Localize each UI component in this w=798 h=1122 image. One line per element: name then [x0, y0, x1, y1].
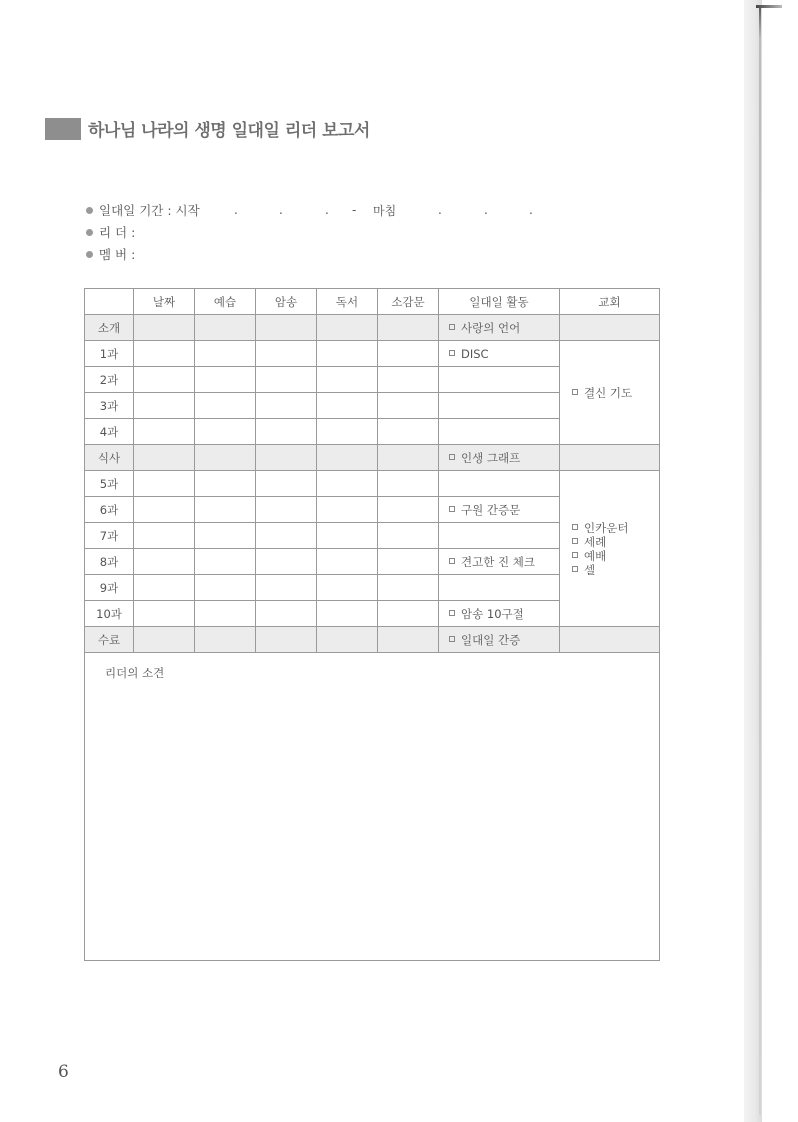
church-option[interactable] [572, 521, 659, 535]
church-item: 세례 [584, 534, 607, 549]
checkbox-icon[interactable] [449, 636, 455, 642]
activity-cell[interactable] [439, 523, 560, 549]
reflection-cell[interactable] [378, 601, 439, 627]
preview-cell[interactable] [195, 341, 256, 367]
reading-cell[interactable] [317, 471, 378, 497]
activity-cell[interactable] [439, 627, 560, 653]
reflection-cell[interactable] [378, 341, 439, 367]
period-row [86, 200, 546, 220]
info-section [86, 200, 546, 266]
page-binding-corner [756, 5, 782, 8]
row-label: 10과 [85, 601, 134, 627]
memorize-cell[interactable] [256, 575, 317, 601]
page-title: 하나님 나라의 생명 일대일 리더 보고서 [88, 121, 370, 141]
period-end-day-dot: . [529, 203, 533, 217]
activity-cell[interactable] [439, 445, 560, 471]
memorize-cell[interactable] [256, 315, 317, 341]
bullet-icon [86, 229, 93, 236]
church-group-1-cell[interactable] [560, 341, 660, 445]
date-cell[interactable] [134, 471, 195, 497]
activity-label: 인생 그래프 [461, 450, 521, 465]
checkbox-icon[interactable] [449, 558, 455, 564]
column-header-church: 교회 [560, 289, 660, 315]
reflection-cell[interactable] [378, 367, 439, 393]
activity-label: DISC [461, 346, 489, 361]
period-end-year-dot: . [438, 203, 442, 217]
checkbox-icon[interactable] [449, 324, 455, 330]
reflection-cell[interactable] [378, 523, 439, 549]
preview-cell[interactable] [195, 471, 256, 497]
page-number: 6 [58, 1062, 69, 1082]
date-cell[interactable] [134, 497, 195, 523]
activity-cell[interactable] [439, 549, 560, 575]
preview-cell[interactable] [195, 601, 256, 627]
date-cell[interactable] [134, 575, 195, 601]
reading-cell[interactable] [317, 601, 378, 627]
date-cell[interactable] [134, 523, 195, 549]
date-cell[interactable] [134, 367, 195, 393]
church-cell[interactable] [560, 627, 660, 653]
memorize-cell[interactable] [256, 523, 317, 549]
report-table [84, 288, 660, 961]
period-separator: - [352, 203, 357, 217]
bullet-icon [86, 207, 93, 214]
period-start-day-dot: . [325, 203, 329, 217]
column-header-activity: 일대일 활동 [439, 289, 560, 315]
date-cell[interactable] [134, 601, 195, 627]
table-row [85, 627, 660, 653]
table-row [85, 315, 660, 341]
checkbox-icon[interactable] [572, 566, 578, 572]
member-row [86, 244, 546, 264]
church-item: 인카운터 [584, 520, 629, 535]
activity-label: 구원 간증문 [461, 502, 521, 517]
reflection-cell[interactable] [378, 315, 439, 341]
activity-cell[interactable] [439, 601, 560, 627]
memorize-cell[interactable] [256, 445, 317, 471]
reading-cell[interactable] [317, 549, 378, 575]
row-label: 4과 [85, 419, 134, 445]
row-label: 5과 [85, 471, 134, 497]
row-label: 수료 [85, 627, 134, 653]
date-cell[interactable] [134, 627, 195, 653]
title-marker-block [45, 118, 81, 140]
reading-cell[interactable] [317, 315, 378, 341]
preview-cell[interactable] [195, 393, 256, 419]
column-header-preview: 예습 [195, 289, 256, 315]
activity-label: 암송 10구절 [461, 606, 524, 621]
activity-cell[interactable] [439, 471, 560, 497]
period-end-label: 마침 [373, 203, 397, 218]
church-cell[interactable] [560, 315, 660, 341]
column-header-reflection: 소감문 [378, 289, 439, 315]
preview-cell[interactable] [195, 315, 256, 341]
memorize-cell[interactable] [256, 549, 317, 575]
preview-cell[interactable] [195, 367, 256, 393]
reading-cell[interactable] [317, 575, 378, 601]
memorize-cell[interactable] [256, 497, 317, 523]
checkbox-icon[interactable] [449, 610, 455, 616]
checkbox-icon[interactable] [572, 552, 578, 558]
checkbox-icon[interactable] [572, 389, 578, 395]
table-row [85, 471, 660, 497]
reading-cell[interactable] [317, 627, 378, 653]
period-label: 일대일 기간 : 시작 [99, 203, 200, 218]
column-header-date: 날짜 [134, 289, 195, 315]
activity-label: 일대일 간증 [461, 632, 521, 647]
activity-label: 견고한 진 체크 [461, 554, 535, 569]
table-row [85, 341, 660, 367]
opinion-label: 리더의 소견 [105, 666, 165, 680]
reading-cell[interactable] [317, 393, 378, 419]
date-cell[interactable] [134, 393, 195, 419]
column-header-memorize: 암송 [256, 289, 317, 315]
memorize-cell[interactable] [256, 471, 317, 497]
reflection-cell[interactable] [378, 575, 439, 601]
church-option[interactable] [572, 535, 659, 549]
column-header-reading: 독서 [317, 289, 378, 315]
memorize-cell[interactable] [256, 419, 317, 445]
memorize-cell[interactable] [256, 627, 317, 653]
memorize-cell[interactable] [256, 601, 317, 627]
church-option[interactable] [572, 563, 659, 577]
church-group-2-cell[interactable] [560, 471, 660, 627]
church-item: 예배 [584, 548, 607, 563]
reading-cell[interactable] [317, 497, 378, 523]
reflection-cell[interactable] [378, 419, 439, 445]
date-cell[interactable] [134, 341, 195, 367]
activity-cell[interactable] [439, 393, 560, 419]
row-label: 식사 [85, 445, 134, 471]
period-end-month-dot: . [484, 203, 488, 217]
memorize-cell[interactable] [256, 367, 317, 393]
period-start-month-dot: . [279, 203, 283, 217]
church-option[interactable] [572, 549, 659, 563]
row-label: 9과 [85, 575, 134, 601]
reflection-cell[interactable] [378, 393, 439, 419]
reflection-cell[interactable] [378, 471, 439, 497]
row-label: 소개 [85, 315, 134, 341]
opinion-row [85, 653, 660, 961]
leader-row [86, 222, 546, 242]
date-cell[interactable] [134, 315, 195, 341]
activity-cell[interactable] [439, 367, 560, 393]
bullet-icon [86, 251, 93, 258]
row-label: 6과 [85, 497, 134, 523]
row-label: 3과 [85, 393, 134, 419]
row-label: 1과 [85, 341, 134, 367]
memorize-cell[interactable] [256, 393, 317, 419]
preview-cell[interactable] [195, 549, 256, 575]
member-label: 멤 버 : [99, 247, 136, 262]
checkbox-icon[interactable] [572, 538, 578, 544]
date-cell[interactable] [134, 419, 195, 445]
leader-opinion-field[interactable] [85, 653, 660, 961]
page-binding-line [759, 5, 761, 1115]
checkbox-icon[interactable] [449, 350, 455, 356]
church-item: 셀 [584, 562, 596, 577]
leader-label: 리 더 : [99, 225, 136, 240]
reading-cell[interactable] [317, 445, 378, 471]
activity-cell[interactable] [439, 575, 560, 601]
activity-cell[interactable] [439, 341, 560, 367]
date-cell[interactable] [134, 445, 195, 471]
preview-cell[interactable] [195, 575, 256, 601]
page-header [45, 116, 370, 141]
activity-label: 사랑의 언어 [461, 320, 521, 335]
checkbox-icon[interactable] [449, 454, 455, 460]
table-row [85, 445, 660, 471]
table-header-row [85, 289, 660, 315]
memorize-cell[interactable] [256, 341, 317, 367]
preview-cell[interactable] [195, 523, 256, 549]
church-cell[interactable] [560, 445, 660, 471]
period-start-year-dot: . [234, 203, 238, 217]
reflection-cell[interactable] [378, 627, 439, 653]
activity-cell[interactable] [439, 315, 560, 341]
activity-cell[interactable] [439, 419, 560, 445]
reflection-cell[interactable] [378, 549, 439, 575]
reflection-cell[interactable] [378, 497, 439, 523]
preview-cell[interactable] [195, 419, 256, 445]
church-item: 결신 기도 [584, 385, 633, 400]
reading-cell[interactable] [317, 523, 378, 549]
activity-cell[interactable] [439, 497, 560, 523]
checkbox-icon[interactable] [449, 506, 455, 512]
row-label: 7과 [85, 523, 134, 549]
preview-cell[interactable] [195, 497, 256, 523]
reading-cell[interactable] [317, 367, 378, 393]
reading-cell[interactable] [317, 341, 378, 367]
preview-cell[interactable] [195, 445, 256, 471]
date-cell[interactable] [134, 549, 195, 575]
row-label: 8과 [85, 549, 134, 575]
preview-cell[interactable] [195, 627, 256, 653]
checkbox-icon[interactable] [572, 524, 578, 530]
row-label: 2과 [85, 367, 134, 393]
reading-cell[interactable] [317, 419, 378, 445]
reflection-cell[interactable] [378, 445, 439, 471]
column-header-blank [85, 289, 134, 315]
